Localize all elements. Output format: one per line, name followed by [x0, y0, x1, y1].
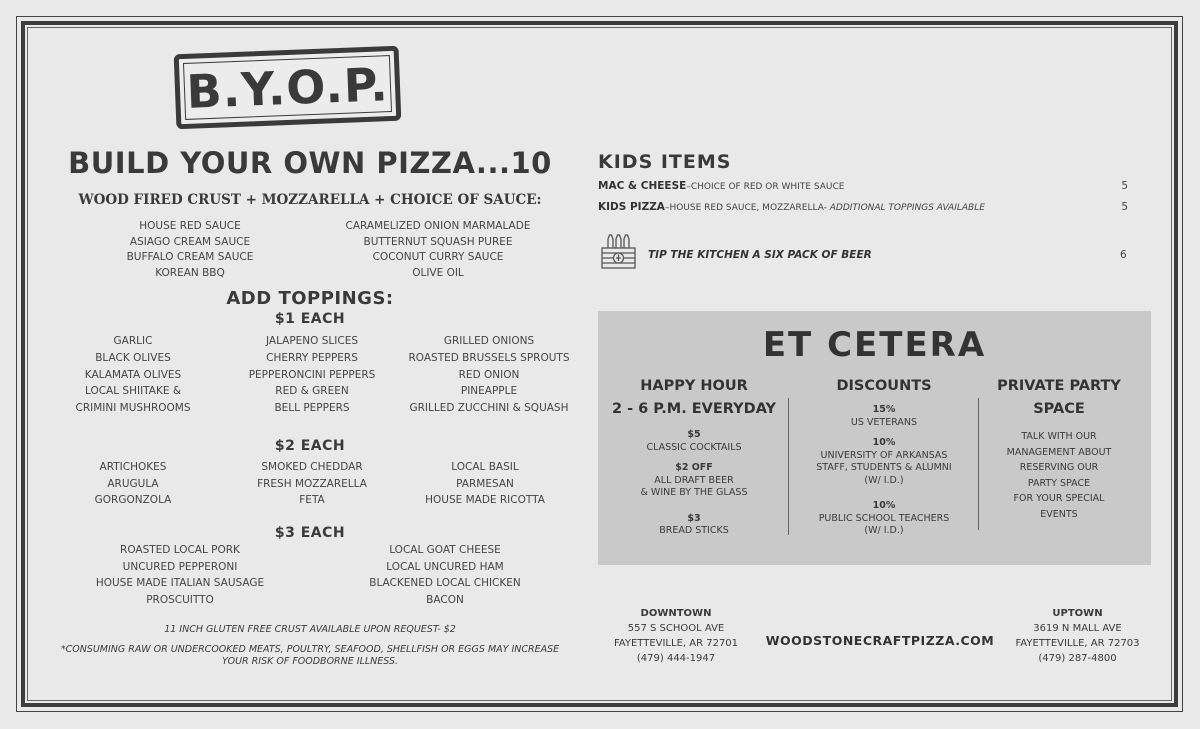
tier1-label: $1 EACH	[274, 311, 346, 327]
topping-item: UNCURED PEPPERONI	[122, 560, 238, 573]
desc-line: MANAGEMENT ABOUT	[1006, 446, 1112, 458]
topping-item: SMOKED CHEDDAR	[261, 461, 363, 473]
deal-price: $3	[687, 512, 701, 524]
discount-desc: (W/ I.D.)	[864, 525, 904, 536]
desc-line: RESERVING OUR	[1019, 462, 1099, 473]
topping-item: BACON	[426, 593, 464, 606]
topping-item: BELL PEPPERS	[274, 402, 350, 415]
kids-items-title: KIDS ITEMS	[598, 151, 732, 173]
kids-item-desc-italic: ADDITIONAL TOPPINGS AVAILABLE	[829, 203, 985, 213]
tier1-col2	[232, 333, 392, 417]
tier2-label: $2 EACH	[274, 438, 346, 454]
topping-item: FRESH MOZZARELLA	[257, 477, 367, 490]
topping-item: KALAMATA OLIVES	[84, 368, 182, 381]
tier1-col1	[58, 333, 208, 417]
topping-item: ROASTED LOCAL PORK	[120, 544, 240, 556]
kids-item-desc: –HOUSE RED SAUCE, MOZZARELLA-	[664, 203, 830, 213]
desc-line: FOR YOUR SPECIAL	[1013, 493, 1105, 504]
kids-item-desc: –CHOICE OF RED OR WHITE SAUCE	[686, 182, 845, 192]
deal-desc: ALL DRAFT BEER	[654, 474, 734, 486]
discount-item	[789, 500, 979, 538]
topping-item: BLACK OLIVES	[95, 351, 171, 364]
sauce-item: OLIVE OIL	[412, 266, 464, 279]
private-party-desc	[979, 429, 1139, 522]
kids-item-name: MAC & CHEESE	[598, 180, 687, 192]
private-party-heading-2: SPACE	[1033, 401, 1085, 417]
location-downtown	[600, 606, 752, 666]
kids-item-mac-cheese	[598, 180, 1128, 192]
deal-price: $2 OFF	[675, 462, 713, 473]
happy-hour-deal	[598, 429, 790, 454]
location-phone[interactable]: (479) 444-1947	[636, 653, 716, 664]
tier2-col2	[232, 459, 392, 509]
byop-stamp-text: B.Y.O.P.	[183, 55, 392, 120]
tier3-col1	[85, 542, 275, 608]
kids-item-price: 5	[1121, 201, 1128, 213]
discount-pct: 10%	[872, 500, 896, 511]
byop-stamp-logo	[174, 46, 402, 130]
beer-six-pack-icon	[600, 233, 638, 271]
sauce-item: COCONUT CURRY SAUCE	[372, 251, 504, 263]
deal-desc: CLASSIC COCKTAILS	[646, 441, 742, 453]
topping-item: GRILLED ZUCCHINI & SQUASH	[409, 402, 569, 415]
topping-item: PEPPERONCINI PEPPERS	[248, 368, 376, 381]
happy-hour-deal	[598, 513, 790, 538]
topping-item: CHERRY PEPPERS	[266, 351, 358, 364]
topping-item: LOCAL UNCURED HAM	[386, 560, 504, 573]
location-street: 3619 N MALL AVE	[1033, 623, 1122, 634]
sauce-item: HOUSE RED SAUCE	[139, 220, 241, 232]
toppings-title: ADD TOPPINGS:	[226, 288, 394, 309]
discount-desc: PUBLIC SCHOOL TEACHERS	[818, 512, 950, 524]
topping-item: HOUSE MADE RICOTTA	[425, 494, 545, 506]
topping-item: JALAPENO SLICES	[265, 335, 359, 347]
discount-desc: UNIVERSITY OF ARKANSAS	[820, 449, 948, 461]
location-city: FAYETTEVILLE, AR 72703	[1015, 638, 1140, 649]
happy-hour-deal	[598, 462, 790, 500]
tier3-label: $3 EACH	[274, 525, 346, 541]
et-cetera-title: ET CETERA	[762, 325, 987, 365]
location-street: 557 S SCHOOL AVE	[627, 623, 725, 634]
location-name: UPTOWN	[1052, 608, 1103, 619]
tier1-col3	[405, 333, 573, 417]
desc-line: TALK WITH OUR	[1021, 431, 1097, 442]
location-uptown	[1000, 606, 1155, 666]
deal-desc: & WINE BY THE GLASS	[640, 487, 748, 498]
sauce-item: CARAMELIZED ONION MARMALADE	[345, 220, 531, 232]
foodborne-warning	[40, 644, 580, 668]
topping-item: PROSCUITTO	[146, 593, 214, 606]
et-cetera-panel	[598, 311, 1151, 565]
deal-price: $5	[687, 429, 701, 440]
tier2-col3	[405, 459, 565, 509]
happy-hour-times: 2 - 6 P.M. EVERYDAY	[611, 401, 777, 417]
discount-desc: US VETERANS	[850, 416, 918, 428]
byop-title: BUILD YOUR OWN PIZZA...10	[68, 146, 552, 180]
sauce-item: BUFFALO CREAM SAUCE	[126, 251, 254, 263]
gluten-free-note: 11 INCH GLUTEN FREE CRUST AVAILABLE UPON REQUEST- $2	[164, 624, 456, 635]
topping-item: GRILLED ONIONS	[443, 335, 535, 347]
topping-item: LOCAL SHIITAKE &	[84, 385, 182, 398]
location-phone[interactable]: (479) 287-4800	[1038, 653, 1117, 664]
desc-line: PARTY SPACE	[1027, 477, 1091, 489]
topping-item: PARMESAN	[456, 477, 514, 490]
topping-item: BLACKENED LOCAL CHICKEN	[369, 577, 521, 589]
warning-line: YOUR RISK OF FOODBORNE ILLNESS.	[221, 656, 399, 667]
topping-item: GARLIC	[113, 335, 153, 347]
desc-line: EVENTS	[1040, 508, 1078, 520]
tier3-col2	[350, 542, 540, 608]
discount-pct: 15%	[872, 404, 896, 415]
sauce-list-right	[318, 219, 558, 281]
topping-item: LOCAL BASIL	[451, 461, 519, 473]
byop-subtitle: WOOD FIRED CRUST + MOZZARELLA + CHOICE OF SAUCE:	[78, 192, 542, 208]
sauce-list-left	[90, 219, 290, 281]
topping-item: RED & GREEN	[275, 385, 349, 398]
topping-item: RED ONION	[458, 368, 520, 381]
location-city: FAYETTEVILLE, AR 72701	[613, 638, 739, 649]
sauce-item: KOREAN BBQ	[155, 266, 225, 279]
warning-line: *CONSUMING RAW OR UNDERCOOKED MEATS, POULTRY, SEAFOOD, SHELLFISH OR EGGS MAY INCREASE	[60, 644, 560, 655]
discount-item	[789, 404, 979, 429]
kids-item-pizza	[598, 201, 1128, 213]
topping-item: ARUGULA	[107, 477, 159, 490]
tip-kitchen-label: TIP THE KITCHEN A SIX PACK OF BEER	[648, 249, 872, 261]
website-link[interactable]: WOODSTONECRAFTPIZZA.COM	[765, 633, 995, 648]
sauce-item: ASIAGO CREAM SAUCE	[129, 235, 251, 248]
topping-item: ARTICHOKES	[99, 461, 167, 473]
tier2-col1	[58, 459, 208, 509]
topping-item: LOCAL GOAT CHEESE	[389, 544, 501, 556]
topping-item: CRIMINI MUSHROOMS	[75, 402, 191, 415]
discounts-column	[789, 375, 979, 538]
sauce-item: BUTTERNUT SQUASH PUREE	[363, 235, 513, 248]
discounts-heading: DISCOUNTS	[836, 378, 932, 394]
discount-desc: (W/ I.D.)	[864, 474, 904, 486]
discount-item	[789, 437, 979, 487]
happy-hour-heading: HAPPY HOUR	[640, 378, 748, 394]
private-party-column	[979, 375, 1139, 522]
topping-item: HOUSE MADE ITALIAN SAUSAGE	[95, 577, 265, 589]
topping-item: FETA	[299, 494, 325, 506]
topping-item: PINEAPPLE	[460, 385, 518, 398]
topping-item: ROASTED BRUSSELS SPROUTS	[408, 351, 570, 364]
deal-desc: BREAD STICKS	[659, 525, 729, 536]
tip-kitchen-price: 6	[1120, 249, 1127, 261]
discount-pct: 10%	[872, 437, 896, 448]
topping-item: GORGONZOLA	[94, 494, 172, 506]
discount-desc: STAFF, STUDENTS & ALUMNI	[816, 462, 952, 473]
location-name: DOWNTOWN	[640, 608, 712, 619]
happy-hour-column	[598, 375, 790, 538]
kids-item-price: 5	[1121, 180, 1128, 192]
kids-item-name: KIDS PIZZA	[598, 201, 665, 213]
private-party-heading: PRIVATE PARTY	[997, 378, 1121, 394]
